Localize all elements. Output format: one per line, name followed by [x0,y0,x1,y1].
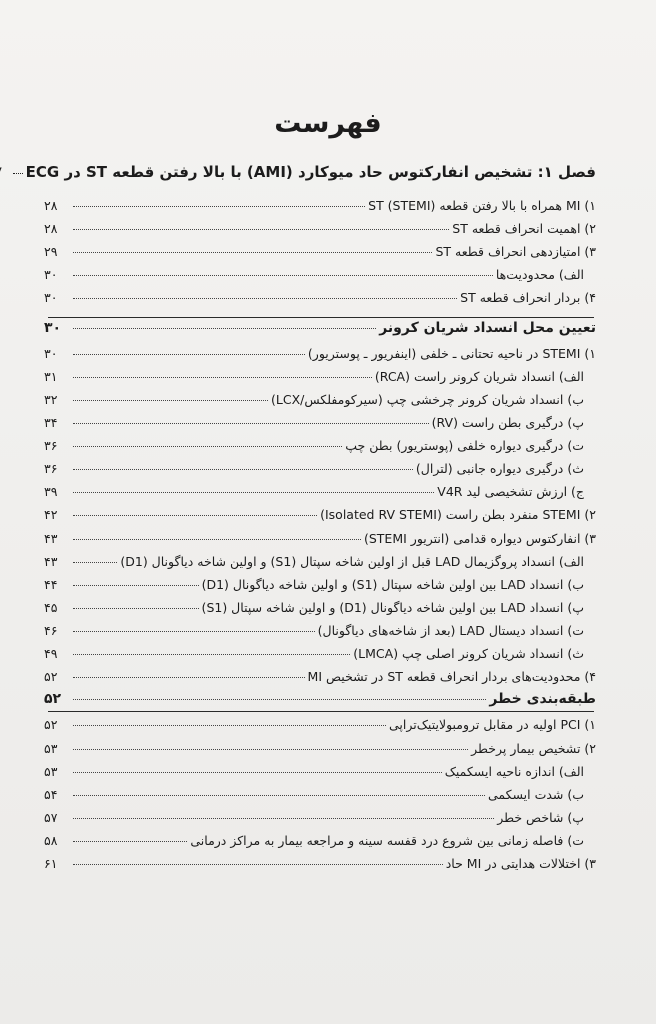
toc-entry [44,810,584,832]
toc-page-number: ۵۲ [44,669,58,684]
toc-entry-title: ب) انسداد LAD بین اولین شاخه سپتال (S1) و اولین شاخه دیاگونال (D1) [201,577,584,592]
toc-entry-title: ۳) اختلالات هدایتی در MI حاد [445,856,596,871]
dot-leader [73,539,361,540]
toc-entry [44,531,596,553]
dot-leader [73,354,305,355]
dot-leader [73,772,442,773]
dot-leader [73,229,449,230]
toc-entry-title: ت) درگیری دیواره خلفی (پوستریور) بطن چپ [345,438,584,453]
toc-page-number: ۲۸ [44,198,58,213]
toc-entry-title: ث) درگیری دیواره جانبی (لترال) [415,461,584,476]
toc-entry-title: ۲) تشخیص بیمار پرخطر [471,741,596,756]
toc-entry-title: طبقه‌بندی خطر [489,691,596,707]
toc-entry-title: پ) انسداد LAD بین اولین شاخه دیاگونال (D1) و اولین شاخه سپتال (S1) [201,600,584,615]
toc-page-number: ۴۲ [44,507,58,522]
toc-page-number: ۵۳ [44,764,58,779]
toc-entry-title: ۱) PCI اولیه در مقابل ترومبولایتیک‌تراپی [388,717,596,732]
toc-entry-title: ۳) انفارکتوس دیواره قدامی (انتریور STEMI) [363,531,596,546]
toc-page-number: ۳۶ [44,438,58,453]
toc-page-number: ۴۹ [44,646,58,661]
toc-page-number: ۵۲ [44,691,62,707]
toc-page-number: ۵۸ [44,833,58,848]
dot-leader [73,469,413,470]
toc-entry-title: ۴) بردار انحراف قطعه ST [460,290,596,305]
dot-leader [73,206,365,207]
toc-entry [44,198,596,220]
toc-page-number: ۵۳ [44,741,58,756]
toc-entry [44,741,596,763]
toc-page-number: ۳۲ [44,392,58,407]
dot-leader [73,275,493,276]
dot-leader [73,725,386,726]
toc-entry-title: پ) درگیری بطن راست (RV) [431,415,584,430]
toc-entry-title: ۱) MI همراه با بالا رفتن قطعه ST (STEMI) [368,198,596,213]
toc-entry-title: الف) اندازه ناحیه ایسکمیک [444,764,584,779]
toc-page-number: ۴۶ [44,623,58,638]
toc-page-number: ۳۰ [44,267,58,282]
toc-entry [44,646,584,668]
toc-entry [44,764,584,786]
toc-entry-title: ت) فاصله زمانی بین شروع درد قفسه سینه و مراجعه بیمار به مراکز درمانی [190,833,584,848]
toc-page-number [0,163,10,181]
toc-entry [44,392,584,414]
toc-entry [44,244,596,266]
toc-entry [44,787,584,809]
toc-entry-title: ۲) STEMI منفرد بطن راست (Isolated RV STEMI) [320,507,596,522]
dot-leader [73,864,443,865]
toc-page-number: ۵۲ [44,717,58,732]
toc-entry-title: ۴) محدودیت‌های بردار انحراف قطعه ST در تشخیص MI [307,669,596,684]
toc-entry-title: ب) انسداد شریان کرونر چرخشی چپ (سیرکومفلکس/LCX) [270,392,584,407]
toc-page-number: ۳۰ [44,346,58,361]
dot-leader [73,699,486,700]
dot-leader [73,492,434,493]
toc-page-number: ۵۷ [44,810,58,825]
dot-leader [73,423,429,424]
toc-page-number: ۴۳ [44,554,58,569]
dot-leader [73,818,494,819]
toc-section [44,691,596,713]
toc-page-number: ۶۱ [44,856,58,871]
toc-entry [44,484,584,506]
toc-entry [44,415,584,437]
dot-leader [73,677,305,678]
toc-chapter [25,163,596,189]
dot-leader [73,252,432,253]
toc-entry [44,369,584,391]
toc-page-number: ۳۴ [44,415,58,430]
toc-page-number: ۳۱ [44,369,58,384]
toc-page-number: ۴۴ [44,577,58,592]
toc-page-number: ۳۶ [44,461,58,476]
dot-leader [73,328,376,329]
toc-page-number: ۴۳ [44,531,58,546]
dot-leader [73,585,199,586]
toc-entry-title: تعیین محل انسداد شریان کرونر [379,320,596,336]
toc-entry-title: ۳) امتیازدهی انحراف قطعه ST [435,244,596,259]
toc-page-number: ۵۴ [44,787,58,802]
dot-leader [73,749,468,750]
toc-entry [44,438,584,460]
page-title: فهرست [274,108,382,139]
toc-entry [44,669,596,691]
toc-entry-title: پ) شاخص خطر [497,810,584,825]
dot-leader [73,515,317,516]
toc-page-number: ۲۹ [44,244,58,259]
toc-page-number: ۳۰ [44,290,58,305]
dot-leader [73,298,457,299]
toc-page-number: ۴۵ [44,600,58,615]
section-divider [48,317,594,318]
toc-entry-title: ث) انسداد شریان کرونر اصلی چپ (LMCA) [353,646,584,661]
toc-entry [44,346,596,368]
toc-entry-title: ج) ارزش تشخیصی لید V4R [437,484,584,499]
toc-entry-title: فصل ۱: تشخیص انفارکتوس حاد میوکارد (AMI) با بالا رفتن قطعه ST در ECG [25,163,596,181]
toc-entry [44,461,584,483]
toc-entry-title: الف) محدودیت‌ها [495,267,584,282]
dot-leader [73,654,350,655]
dot-leader [13,173,23,174]
toc-page-number: ۳۹ [44,484,58,499]
toc-entry [44,290,596,312]
dot-leader [73,562,117,563]
toc-page-number: ۳۰ [44,320,62,336]
toc-entry [44,507,596,529]
toc-entry [44,833,584,855]
toc-entry-title: ۱) STEMI در ناحیه تحتانی ـ خلفی (اینفریور ـ پوستریور) [307,346,596,361]
toc-entry [44,623,584,645]
dot-leader [73,841,187,842]
toc-entry [44,600,584,622]
toc-page-number: ۲۸ [44,221,58,236]
dot-leader [73,400,268,401]
toc-entry [44,717,596,739]
toc-entry [44,267,584,289]
toc-entry [44,221,596,243]
toc-entry [44,856,596,878]
dot-leader [73,377,372,378]
dot-leader [73,446,342,447]
toc-entry-title: ب) شدت ایسکمی [487,787,584,802]
dot-leader [73,795,485,796]
toc-section [44,320,596,342]
toc-entry-title: الف) انسداد شریان کرونر راست (RCA) [374,369,584,384]
toc-entry-title: ۲) اهمیت انحراف قطعه ST [452,221,596,236]
toc-entry [44,554,584,576]
dot-leader [73,631,315,632]
toc-entry-title: ت) انسداد دیستال LAD (بعد از شاخه‌های دیاگونال) [317,623,584,638]
toc-entry-title: الف) انسداد پروگزیمال LAD قبل از اولین شاخه سپتال (S1) و اولین شاخه دیاگونال (D1) [120,554,584,569]
toc-entry [44,577,584,599]
dot-leader [73,608,199,609]
